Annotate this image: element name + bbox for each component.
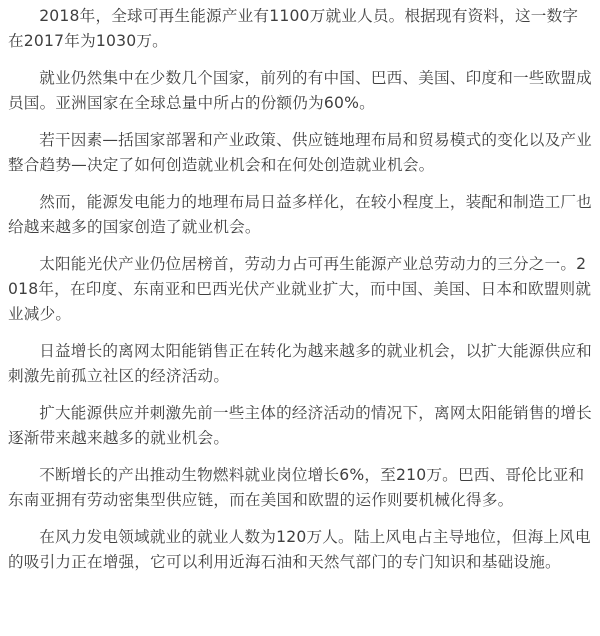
- paragraph-employment-total: 2018年，全球可再生能源产业有1100万就业人员。根据现有资料，这一数字在2017年为1030万。: [8, 7, 579, 50]
- paragraph-offgrid-growth: 扩大能源供应并刺激先前一些主体的经济活动的情况下，离网太阳能销售的增长逐渐带来越来越多的就业机会。: [8, 404, 592, 447]
- paragraph-offgrid-solar: 日益增长的离网太阳能销售正在转化为越来越多的就业机会，以扩大能源供应和刺激先前孤立社区的经济活动。: [8, 342, 592, 385]
- paragraph-wind-power: 在风力发电领域就业的就业人数为120万人。陆上风电占主导地位，但海上风电的吸引力正在增强，它可以利用近海石油和天然气部门的专门知识和基础设施。: [8, 528, 591, 571]
- paragraph-solar-pv: 太阳能光伏产业仍位居榜首，劳动力占可再生能源产业总劳动力的三分之一。2018年，在印度、东南亚和巴西光伏产业就业扩大，而中国、美国、日本和欧盟则就业减少。: [8, 255, 592, 323]
- paragraph-country-concentration: 就业仍然集中在少数几个国家，前列的有中国、巴西、美国、印度和一些欧盟成员国。亚洲国家在全球总量中所占的份额仍为60%。: [8, 69, 592, 112]
- paragraph-geographic-diversity: 然而，能源发电能力的地理布局日益多样化，在较小程度上，装配和制造工厂也给越来越多的国家创造了就业机会。: [8, 193, 592, 236]
- paragraph-biofuels: 不断增长的产出推动生物燃料就业岗位增长6%，至210万。巴西、哥伦比亚和东南亚拥有劳动密集型供应链，而在美国和欧盟的运作则要机械化得多。: [8, 466, 585, 509]
- paragraph-driving-factors: 若干因素—括国家部署和产业政策、供应链地理布局和贸易模式的变化以及产业整合趋势—决定了如何创造就业机会和在何处创造就业机会。: [8, 131, 592, 174]
